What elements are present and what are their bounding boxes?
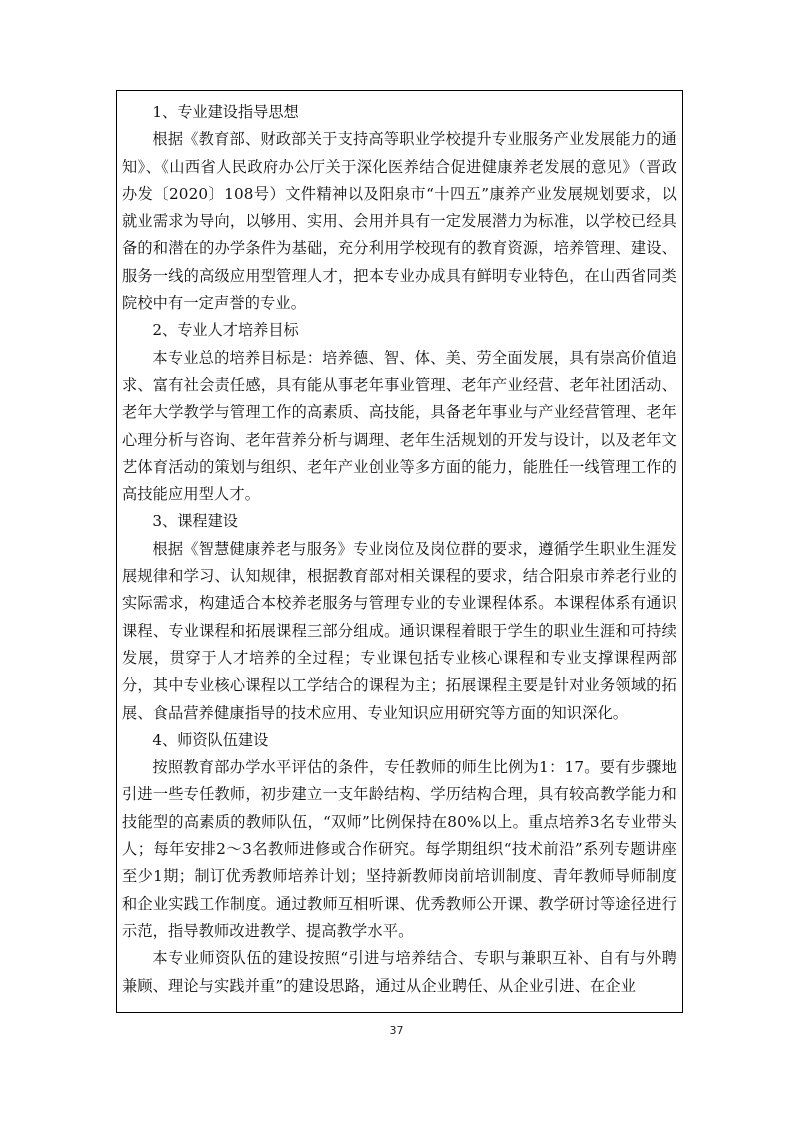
page-number: 37 bbox=[389, 1024, 404, 1037]
section-heading-4: 4、师资队伍建设 bbox=[152, 730, 269, 749]
section-heading-1: 1、专业建设指导思想 bbox=[152, 103, 299, 121]
section-paragraph-3-1: 根据《智慧健康养老与服务》专业岗位及岗位群的要求，遵循学生职业生涯发展规律和学习、认知规律，根据教育部对相关课程的要求，结合阳泉市养老行业的实际需求，构建适合本校养老服务与管理专业的专业课程体系。本课程体系有通识课程、专业课程和拓展课程三部分组成。通识课程着眼于学生的职业生涯和可持续发展，贯穿于人才培养的全过程；专业课包括专业核心课程和专业支撑课程两部分，其中专业核心课程以工学结合的课程为主；拓展课程主要是针对业务领域的拓展、食品营养健康指导的技术应用、专业知识应用研究等方面的知识深化。 bbox=[122, 539, 677, 722]
section-heading-2: 2、专业人才培养目标 bbox=[152, 321, 299, 340]
document-table-cell bbox=[116, 90, 683, 1013]
section-paragraph-1-1: 根据《教育部、财政部关于支持高等职业学校提升专业服务产业发展能力的通知》、《山西省人民政府办公厅关于深化医养结合促进健康养老发展的意见》（晋政办发〔2020〕108号）文件精神以及阳泉市“十四五”康养产业发展规划要求，以就业需求为导向，以够用、实用、会用并具有一定发展潜力为标准，以学校已经具备的和潜在的办学条件为基础，充分利用学校现有的教育资源，培养管理、建设、服务一线的高级应用型管理人才，把本专业办成具有鲜明专业特色，在山西省同类院校中有一定声誉的专业。 bbox=[122, 130, 677, 313]
section-paragraph-4-1: 按照教育部办学水平评估的条件，专任教师的师生比例为1：17。要有步骤地引进一些专任教师，初步建立一支年龄结构、学历结构合理，具有较高教学能力和技能型的高素质的教师队伍，“双师”比例保持在80%以上。重点培养3名专业带头人；每年安排2～3名教师进修或合作研究。每学期组织“技术前沿”系列专题讲座至少1期；制订优秀教师培养计划；坚持新教师岗前培训制度、青年教师导师制度和企业实践工作制度。通过教师互相听课、优秀教师公开课、教学研讨等途径进行示范，指导教师改进教学、提高教学水平。 bbox=[122, 758, 677, 940]
section-paragraph-2-1: 本专业总的培养目标是：培养德、智、体、美、劳全面发展，具有崇高价值追求、富有社会责任感，具有能从事老年事业管理、老年产业经营、老年社团活动、老年大学教学与管理工作的高素质、高技能，具备老年事业与产业经营管理、老年心理分析与咨询、老年营养分析与调理、老年生活规划的开发与设计，以及老年文艺体育活动的策划与组织、老年产业创业等多方面的能力，能胜任一线管理工作的高技能应用型人才。 bbox=[122, 348, 677, 504]
document-content bbox=[122, 99, 677, 1000]
section-paragraph-4-2: 本专业师资队伍的建设按照“引进与培养结合、专职与兼职互补、自有与外聘兼顾、理论与实践并重”的建设思路，通过从企业聘任、从企业引进、在企业 bbox=[122, 949, 677, 995]
section-heading-3: 3、课程建设 bbox=[152, 512, 238, 531]
